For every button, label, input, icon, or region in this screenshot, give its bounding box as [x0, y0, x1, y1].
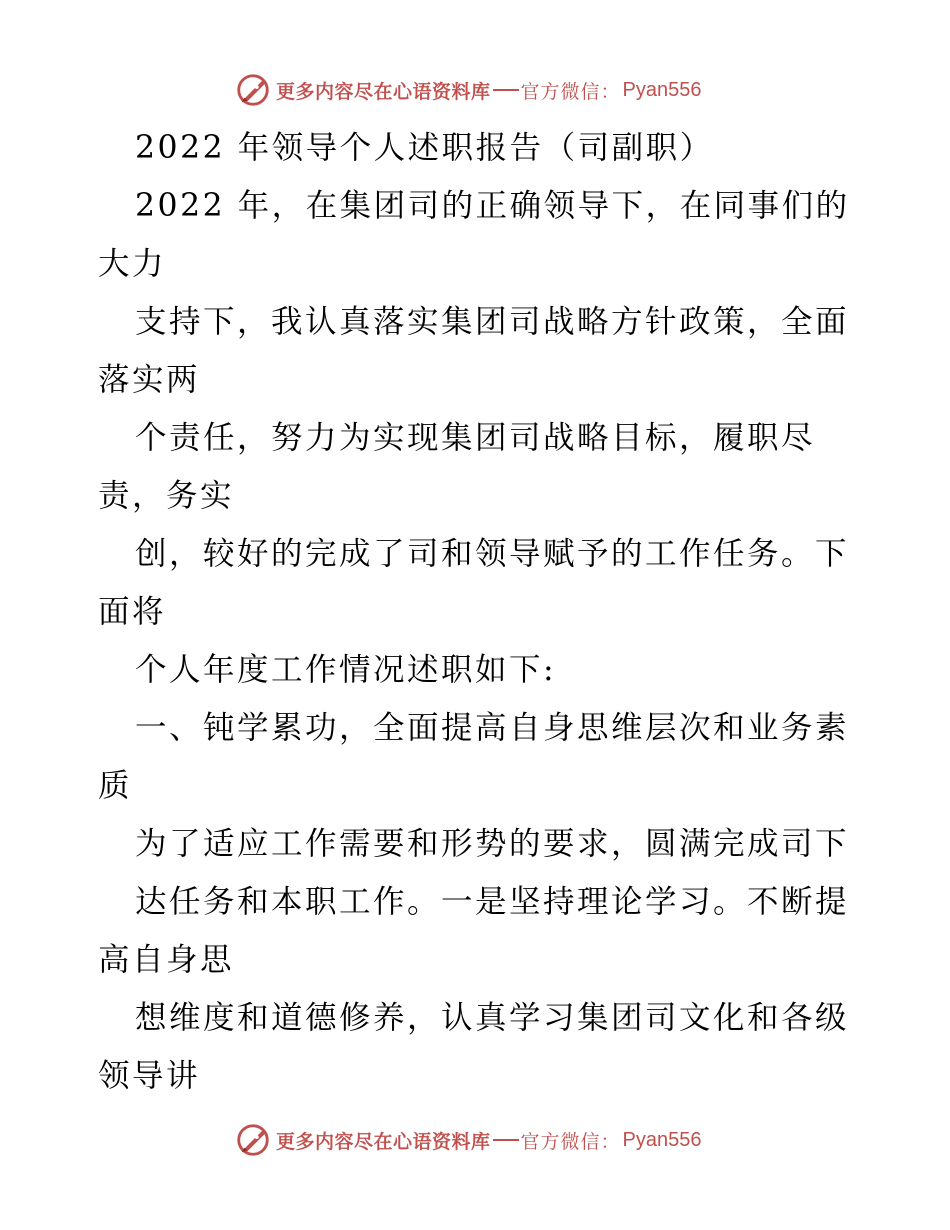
- paragraph-line: 大力: [98, 246, 167, 282]
- banner-brand-text: 更多内容尽在心语资料库: [276, 80, 491, 103]
- paragraph-line: 个人年度工作情况述职如下:: [135, 652, 557, 688]
- banner-wechat-id: Pyan556: [622, 1128, 702, 1151]
- paragraph-line: 责，务实: [98, 478, 235, 514]
- banner-wechat-label: 官方微信：: [520, 1130, 621, 1153]
- banner-wechat-label: 官方微信：: [520, 80, 621, 103]
- paragraph-line: 创，较好的完成了司和领导赋予的工作任务。下: [135, 536, 850, 572]
- paragraph-line: 面将: [98, 594, 167, 630]
- section-heading: 一、钝学累功，全面提高自身思维层次和业务素: [135, 710, 850, 746]
- paragraph-line: 想维度和道德修养，认真学习集团司文化和各级: [135, 1000, 850, 1036]
- paragraph-line: 高自身思: [98, 942, 235, 978]
- paragraph-line: 落实两: [98, 362, 201, 398]
- paragraph-line: 支持下，我认真落实集团司战略方针政策，全面: [135, 304, 850, 340]
- pen-nib-logo-icon: [234, 1121, 272, 1159]
- paragraph-line: 2022 年，在集团司的正确领导下，在同事们的: [135, 188, 850, 224]
- banner-dash: [493, 1139, 519, 1141]
- banner-wechat-id: Pyan556: [622, 78, 702, 101]
- paragraph-line: 为了适应工作需要和形势的要求，圆满完成司下: [135, 826, 850, 862]
- paragraph-line: 个责任，努力为实现集团司战略目标，履职尽: [135, 420, 816, 456]
- paragraph-line: 领导讲: [98, 1058, 201, 1094]
- footer-banner: [234, 1120, 702, 1160]
- banner-brand-text: 更多内容尽在心语资料库: [276, 1130, 491, 1153]
- paragraph-line: 达任务和本职工作。一是坚持理论学习。不断提: [135, 884, 850, 920]
- document-title: 2022 年领导个人述职报告（司副职）: [135, 130, 714, 166]
- section-heading-continued: 质: [98, 768, 133, 804]
